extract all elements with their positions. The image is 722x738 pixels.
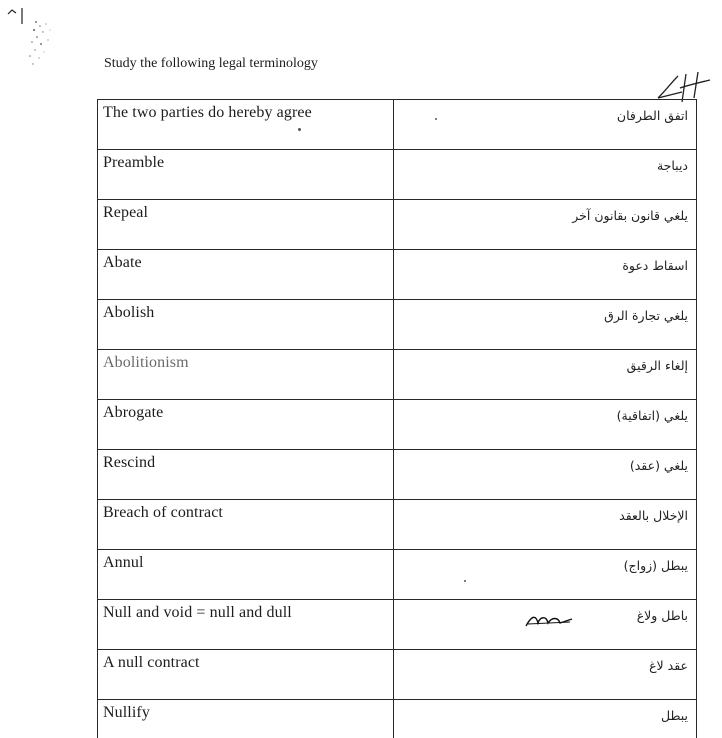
english-term: Rescind	[98, 450, 394, 500]
arabic-translation: الإخلال بالعقد	[394, 500, 697, 550]
arabic-translation: باطل ولاغ	[394, 600, 697, 650]
english-term: Abolish	[98, 300, 394, 350]
english-term: Abolitionism	[98, 350, 394, 400]
english-term: A null contract	[98, 650, 394, 700]
english-term: Annul	[98, 550, 394, 600]
arabic-translation: يلغي (اتفاقية)	[394, 400, 697, 450]
term-row	[98, 150, 697, 200]
term-row	[98, 500, 697, 550]
handwritten-signature	[524, 611, 574, 629]
term-row	[98, 700, 697, 738]
english-term: Breach of contract	[98, 500, 394, 550]
arabic-translation: إلغاء الرقيق	[394, 350, 697, 400]
arabic-translation: ديباجة	[394, 150, 697, 200]
term-row	[98, 600, 697, 650]
english-term: Nullify	[98, 700, 394, 738]
term-row	[98, 650, 697, 700]
scan-speck	[464, 580, 466, 582]
term-row	[98, 200, 697, 250]
arabic-translation: يبطل	[394, 700, 697, 738]
scan-speck	[298, 128, 301, 131]
arabic-translation: يلغي تجارة الرق	[394, 300, 697, 350]
english-term: The two parties do hereby agree	[98, 100, 394, 150]
arabic-translation: يلغي (عقد)	[394, 450, 697, 500]
arabic-translation: اتفق الطرفان	[394, 100, 697, 150]
term-row	[98, 350, 697, 400]
term-row	[98, 550, 697, 600]
scan-artifact-mark	[6, 4, 66, 74]
instruction-text: Study the following legal terminology	[104, 56, 318, 72]
scan-speck	[435, 118, 437, 120]
term-row	[98, 100, 697, 150]
arabic-translation: يبطل (زواج)	[394, 550, 697, 600]
arabic-translation: يلغي قانون بقانون آخر	[394, 200, 697, 250]
english-term: Abrogate	[98, 400, 394, 450]
term-row	[98, 400, 697, 450]
terminology-table	[97, 99, 697, 738]
arabic-translation: عقد لاغ	[394, 650, 697, 700]
arabic-translation: اسقاط دعوة	[394, 250, 697, 300]
term-row	[98, 450, 697, 500]
english-term: Null and void = null and dull	[98, 600, 394, 650]
term-row	[98, 250, 697, 300]
term-row	[98, 300, 697, 350]
english-term: Repeal	[98, 200, 394, 250]
english-term: Abate	[98, 250, 394, 300]
english-term: Preamble	[98, 150, 394, 200]
